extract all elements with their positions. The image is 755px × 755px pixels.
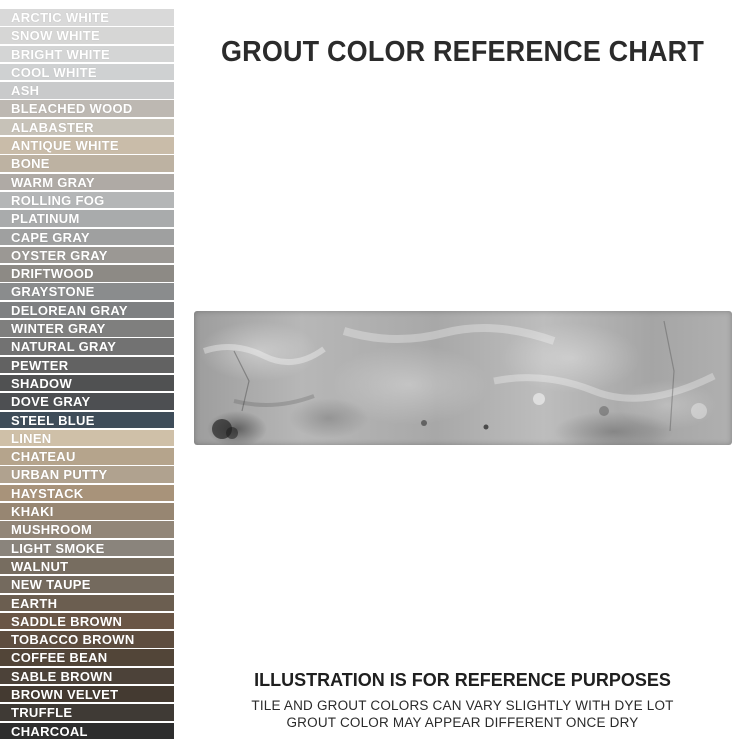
swatch-khaki: KHAKI: [0, 503, 174, 520]
swatch-alabaster: ALABASTER: [0, 119, 174, 136]
swatch-chateau: CHATEAU: [0, 448, 174, 465]
swatch-tobacco-brown: TOBACCO BROWN: [0, 631, 174, 648]
swatch-new-taupe: NEW TAUPE: [0, 576, 174, 593]
swatch-platinum: PLATINUM: [0, 210, 174, 227]
swatch-mushroom: MUSHROOM: [0, 521, 174, 538]
swatch-snow-white: SNOW WHITE: [0, 27, 174, 44]
swatch-linen: LINEN: [0, 430, 174, 447]
swatch-delorean-gray: DELOREAN GRAY: [0, 302, 174, 319]
swatch-winter-gray: WINTER GRAY: [0, 320, 174, 337]
swatch-charcoal: CHARCOAL: [0, 723, 174, 740]
swatch-rolling-fog: ROLLING FOG: [0, 192, 174, 209]
grout-swatch-list: [0, 9, 174, 741]
swatch-shadow: SHADOW: [0, 375, 174, 392]
page-title: GROUT COLOR REFERENCE CHART: [221, 36, 704, 68]
swatch-urban-putty: URBAN PUTTY: [0, 466, 174, 483]
swatch-sable-brown: SABLE BROWN: [0, 668, 174, 685]
swatch-bone: BONE: [0, 155, 174, 172]
swatch-earth: EARTH: [0, 595, 174, 612]
swatch-oyster-gray: OYSTER GRAY: [0, 247, 174, 264]
swatch-warm-gray: WARM GRAY: [0, 174, 174, 191]
swatch-dove-gray: DOVE GRAY: [0, 393, 174, 410]
reference-disclaimer-heading: ILLUSTRATION IS FOR REFERENCE PURPOSES: [254, 670, 671, 690]
swatch-cool-white: COOL WHITE: [0, 64, 174, 81]
swatch-pewter: PEWTER: [0, 357, 174, 374]
swatch-steel-blue: STEEL BLUE: [0, 412, 174, 429]
swatch-light-smoke: LIGHT SMOKE: [0, 540, 174, 557]
swatch-bright-white: BRIGHT WHITE: [0, 46, 174, 63]
swatch-bleached-wood: BLEACHED WOOD: [0, 100, 174, 117]
swatch-natural-gray: NATURAL GRAY: [0, 338, 174, 355]
swatch-antique-white: ANTIQUE WHITE: [0, 137, 174, 154]
swatch-truffle: TRUFFLE: [0, 704, 174, 721]
dry-color-note: GROUT COLOR MAY APPEAR DIFFERENT ONCE DRY: [286, 715, 639, 730]
swatch-saddle-brown: SADDLE BROWN: [0, 613, 174, 630]
swatch-haystack: HAYSTACK: [0, 485, 174, 502]
swatch-arctic-white: ARCTIC WHITE: [0, 9, 174, 26]
swatch-ash: ASH: [0, 82, 174, 99]
swatch-driftwood: DRIFTWOOD: [0, 265, 174, 282]
dye-lot-note: TILE AND GROUT COLORS CAN VARY SLIGHTLY WITH DYE LOT: [251, 698, 674, 713]
tile-texture: [194, 311, 732, 445]
swatch-graystone: GRAYSTONE: [0, 283, 174, 300]
swatch-brown-velvet: BROWN VELVET: [0, 686, 174, 703]
swatch-cape-gray: CAPE GRAY: [0, 229, 174, 246]
swatch-walnut: WALNUT: [0, 558, 174, 575]
tile-preview-image: [194, 311, 732, 445]
swatch-coffee-bean: COFFEE BEAN: [0, 649, 174, 666]
